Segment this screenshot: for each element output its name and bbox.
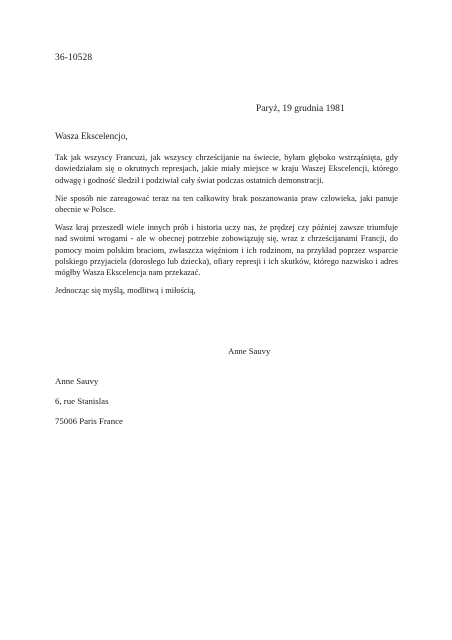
address-name: Anne Sauvy xyxy=(55,376,99,386)
address-city: 75006 Paris France xyxy=(55,416,123,426)
paragraph-2: Nie sposób nie zareagować teraz na ten całkowity brak poszanowania praw człowieka, jaki panuje obecnie w Polsce. xyxy=(55,193,398,215)
letter-body xyxy=(55,131,398,296)
signature: Anne Sauvy xyxy=(228,346,271,356)
address-street: 6, rue Stanislas xyxy=(55,396,109,406)
paragraph-1: Tak jak wszyscy Francuzi, jak wszyscy chrześcijanie na świecie, byłam głęboko wstrząśnięta, gdy dowiedziałam się o okrutnych represjach, jakie miały miejsce w kraju Waszej Ekscelencji, którego odwagę i godność śledził i podziwiał cały świat podczas ostatnich demonstracji. xyxy=(55,153,398,185)
sender-address xyxy=(55,376,123,436)
salutation: Wasza Ekscelencjo, xyxy=(55,131,128,141)
date-line: Paryż, 19 grudnia 1981 xyxy=(256,104,345,114)
reference-number: 36-10528 xyxy=(55,53,93,63)
closing-line: Jednocząc się myślą, modlitwą i miłością, xyxy=(55,286,196,296)
paragraph-3: Wasz kraj przeszedł wiele innych prób i historia uczy nas, że prędzej czy później zawsze triumfuje nad swoimi wrogami - ale w obecnej potrzebie zobowiązuję się, wraz z chrześcijanami Francji, do pomocy moim polskim braciom, zwłaszcza więźniom i ich rodzinom, na przykład poprzez wsparcie polskiego przyjaciela (dorosłego lub dziecka), ofiary represji i ich skutków, którego nazwisko i adres mógłby Wasza Ekscelencja nam przekazać. xyxy=(55,223,398,278)
